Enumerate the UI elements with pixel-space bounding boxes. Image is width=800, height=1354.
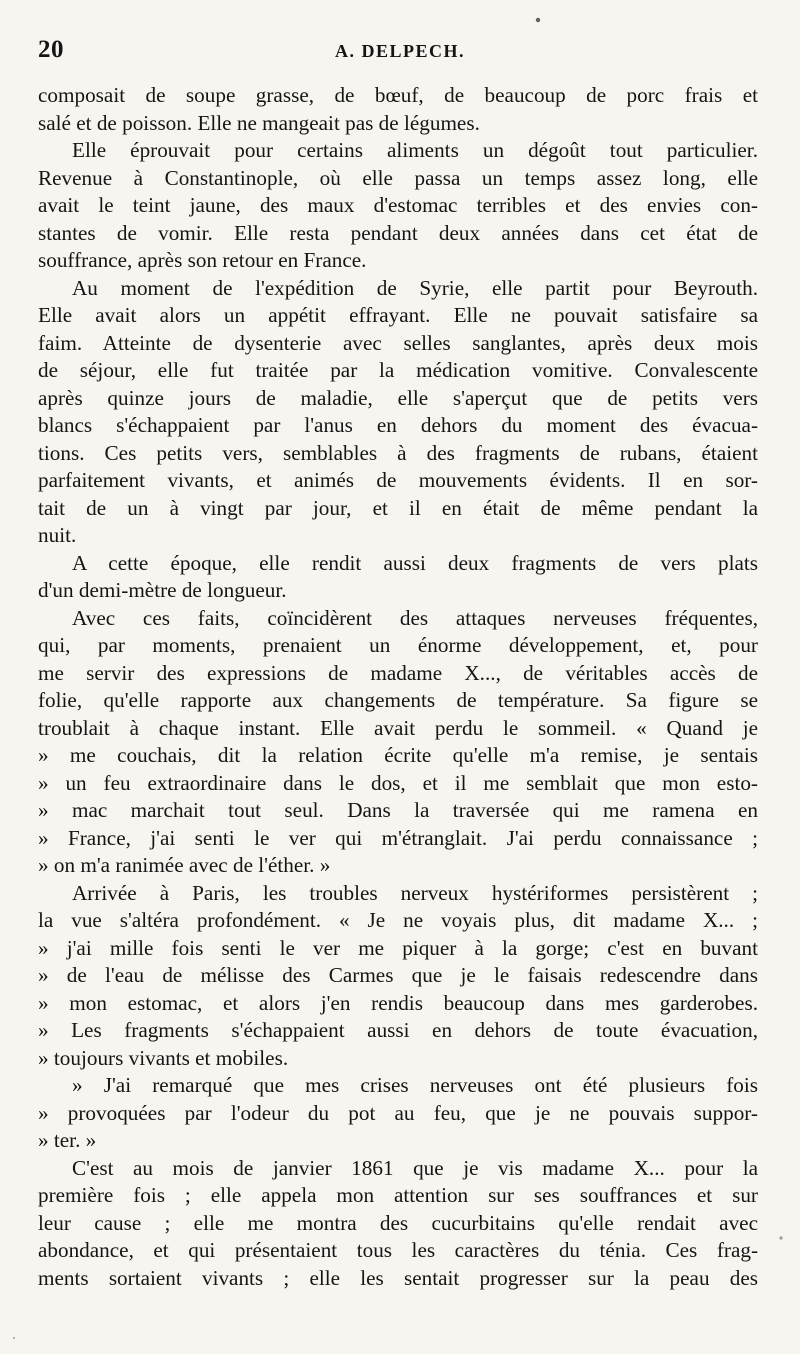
text-line: salé et de poisson. Elle ne mangeait pas de légumes. [38,110,480,135]
text-line: tait de un à vingt par jour, et il en était de même pendant la [38,495,758,520]
text-line: de séjour, elle fut traitée par la médication vomitive. Convalescente [38,358,758,382]
text-line: Arrivée à Paris, les troubles nerveux hystériformes persistèrent ; [72,880,758,905]
text-line: » j'ai mille fois senti le ver me piquer à la gorge; c'est en buvant [38,935,758,960]
text-line: Elle avait alors un appétit effrayant. Elle ne pouvait satisfaire sa [38,303,758,327]
text-line: première fois ; elle appela mon attention sur ses souffrances et sur [38,1183,758,1207]
text-line: » toujours vivants et mobiles. [38,1045,289,1070]
text-line: C'est au mois de janvier 1861 que je vis madame X... pour la [72,1155,758,1180]
text-line: faim. Atteinte de dysenterie avec selles sanglantes, après deux mois [38,330,758,355]
page-header [38,36,762,76]
text-line: leur cause ; elle me montra des cucurbitains qu'elle rendait avec [38,1210,758,1235]
text-line: ments sortaient vivants ; elle les sentait progresser sur la peau des [38,1265,758,1290]
text-line: » provoquées par l'odeur du pot au feu, que je ne pouvais suppor- [38,1100,758,1125]
body-text [38,82,758,1292]
text-line: Elle éprouvait pour certains aliments un dégoût tout particulier. [72,138,758,162]
text-line: » Les fragments s'échappaient aussi en dehors de toute évacuation, [38,1018,758,1042]
text-line: Au moment de l'expédition de Syrie, elle partit pour Beyrouth. [72,275,758,300]
text-line: » me couchais, dit la relation écrite qu'elle m'a remise, je sentais [38,743,758,767]
text-line: Avec ces faits, coïncidèrent des attaques nerveuses fréquentes, [72,605,758,630]
text-line: folie, qu'elle rapporte aux changements de température. Sa figure se [38,688,758,712]
text-line: d'un demi-mètre de longueur. [38,578,287,602]
text-line: troublait à chaque instant. Elle avait perdu le sommeil. « Quand je [38,715,758,740]
text-line: parfaitement vivants, et animés de mouvements évidents. Il en sor- [38,468,758,492]
text-line: » on m'a ranimée avec de l'éther. » [38,853,331,877]
text-line: après quinze jours de maladie, elle s'aperçut que de petits vers [38,385,758,410]
text-line: me servir des expressions de madame X..., de véritables accès de [38,660,758,685]
text-line: avait le teint jaune, des maux d'estomac terribles et des envies con- [38,193,758,217]
text-line: qui, par moments, prenaient un énorme développement, et, pour [38,633,758,657]
page-number: 20 [38,36,64,63]
text-line: la vue s'altéra profondément. « Je ne voyais plus, dit madame X... ; [38,908,758,932]
text-line: abondance, et qui présentaient tous les caractères du ténia. Ces frag- [38,1238,758,1262]
text-line: » ter. » [38,1128,97,1152]
text-line: souffrance, après son retour en France. [38,248,367,272]
text-line: nuit. [38,523,77,547]
text-line: Revenue à Constantinople, où elle passa un temps assez long, elle [38,165,758,190]
running-head: A. DELPECH. [334,41,465,61]
text-line: » un feu extraordinaire dans le dos, et il me semblait que mon esto- [38,770,758,795]
text-line: A cette époque, elle rendit aussi deux fragments de vers plats [72,550,758,575]
text-line: » de l'eau de mélisse des Carmes que je le faisais redescendre dans [38,963,758,987]
text-line: stantes de vomir. Elle resta pendant deux années dans cet état de [38,220,758,245]
text-line: blancs s'échappaient par l'anus en dehors du moment des évacua- [38,413,758,437]
text-line: » mac marchait tout seul. Dans la traversée qui me ramena en [38,798,758,822]
text-line: » mon estomac, et alors j'en rendis beaucoup dans mes garderobes. [38,990,758,1015]
text-line: » J'ai remarqué que mes crises nerveuses ont été plusieurs fois [72,1073,758,1097]
text-line: » France, j'ai senti le ver qui m'étranglait. J'ai perdu connaissance ; [38,825,758,850]
text-line: composait de soupe grasse, de bœuf, de beaucoup de porc frais et [38,83,758,107]
text-line: tions. Ces petits vers, semblables à des fragments de rubans, étaient [38,440,758,465]
